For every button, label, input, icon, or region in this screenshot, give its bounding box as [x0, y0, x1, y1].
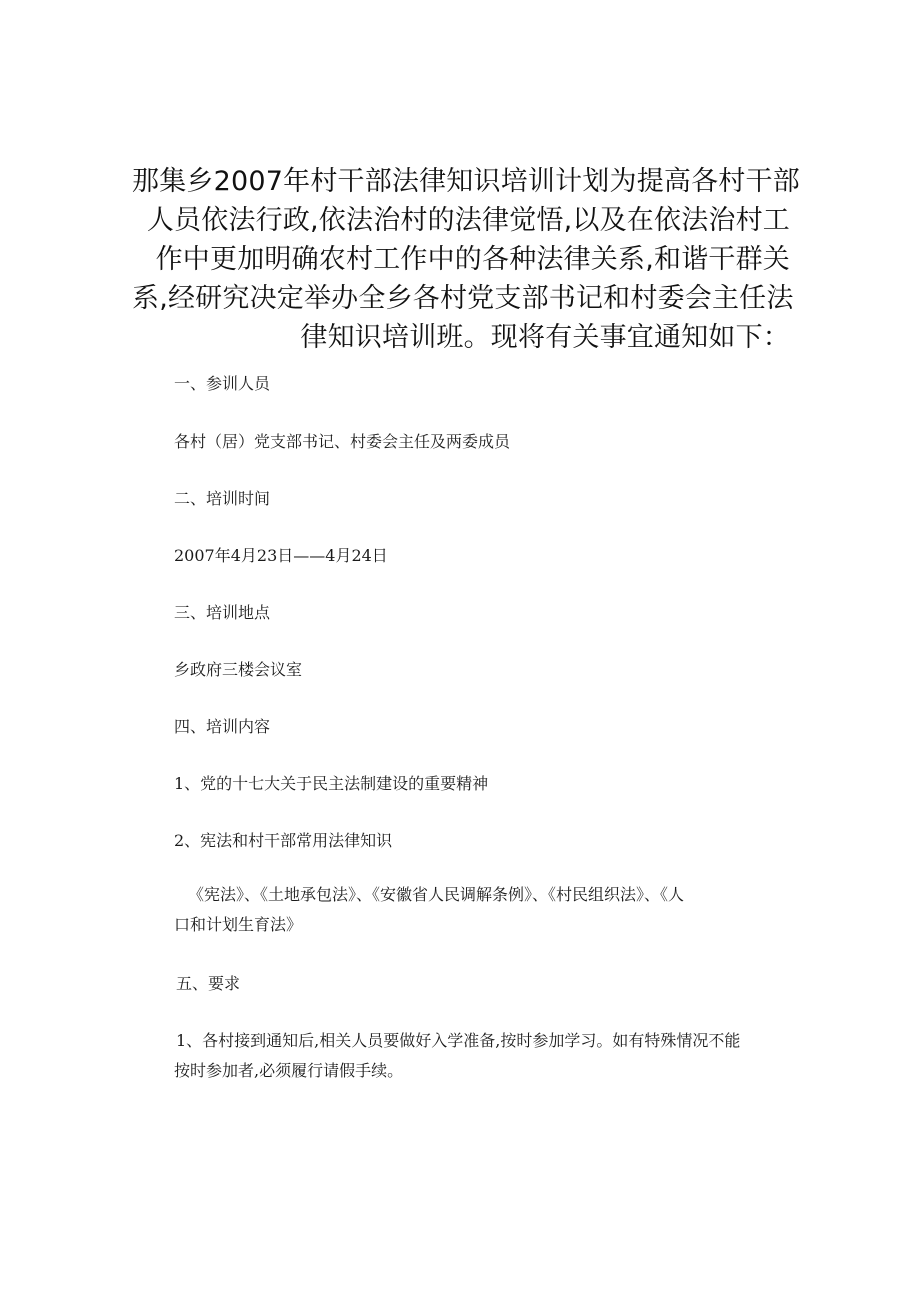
title-line: 律知识培训班。现将有关事宜通知如下： — [300, 322, 790, 353]
participants-heading: 一、参训人员 — [174, 374, 271, 393]
document-title — [132, 162, 800, 357]
participants-text: 各村（居）党支部书记、村委会主任及两委成员 — [174, 432, 511, 451]
title-line: 人员依法行政,依法治村的法律觉悟,以及在依法治村工 — [146, 205, 790, 236]
laws-line-1: 《宪法》、《土地承包法》、《安徽省人民调解条例》、《村民组织法》、《人 — [188, 885, 685, 904]
content-heading: 四、培训内容 — [174, 717, 271, 736]
time-heading: 二、培训时间 — [174, 489, 271, 508]
requirement-1 — [174, 1026, 786, 1086]
title-line: 作中更加明确农村工作中的各种法律关系,和谐干群关 — [155, 244, 790, 275]
requirements-heading: 五、要求 — [176, 974, 241, 993]
title-line: 那集乡2007年村干部法律知识培训计划为提高各村干部 — [132, 166, 800, 197]
requirement-1-line-2: 按时参加者,必须履行请假手续。 — [174, 1061, 404, 1080]
content-item-1: 1、党的十七大关于民主法制建设的重要精神 — [174, 774, 489, 793]
requirement-1-line-1: 1、各村接到通知后,相关人员要做好入学准备,按时参加学习。如有特殊情况不能 — [176, 1031, 741, 1050]
laws-list — [174, 880, 786, 940]
place-heading: 三、培训地点 — [174, 603, 271, 622]
place-text: 乡政府三楼会议室 — [174, 660, 303, 679]
title-line: 系,经研究决定举办全乡各村党支部书记和村委会主任法 — [132, 283, 794, 314]
time-text: 2007年4月23日——4月24日 — [174, 546, 388, 565]
laws-line-2: 口和计划生育法》 — [174, 915, 303, 934]
content-item-2: 2、宪法和村干部常用法律知识 — [174, 831, 393, 850]
